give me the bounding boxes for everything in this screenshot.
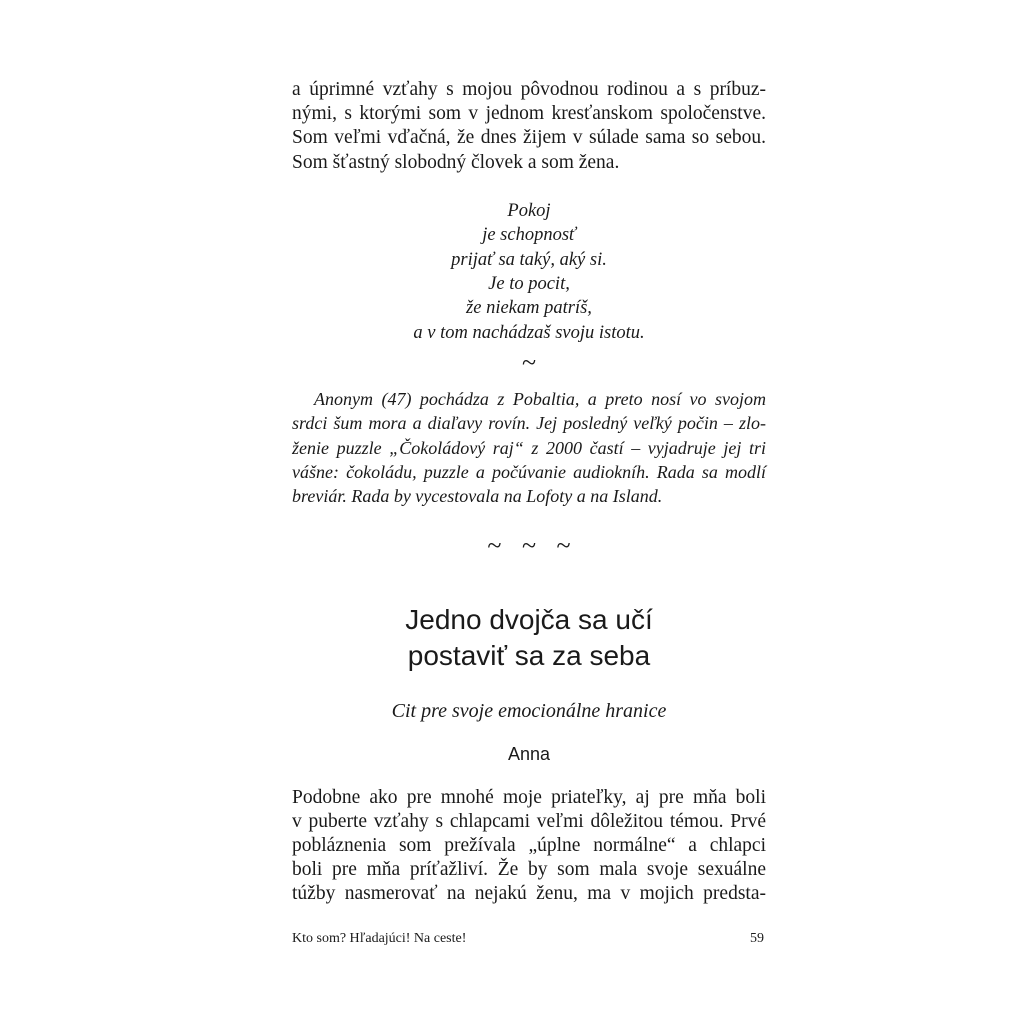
poem-line: Pokoj <box>507 200 551 221</box>
bio-line: Anonym (47) pochádza z Pobaltia, a preto nosí vo svojom <box>314 389 766 410</box>
chapter-subtitle: Cit pre svoje emocionálne hranice <box>391 699 667 722</box>
top-paragraph <box>292 78 766 175</box>
bio-line: breviár. Rada by vycestovala na Lofoty a na Island. <box>292 486 663 507</box>
paragraph-line: túžby nasmerovať na nejakú ženu, ma v mojich predsta- <box>292 883 766 905</box>
bio-line: srdci šum mora a diaľavy rovín. Jej posledný veľký počin – zlo- <box>292 413 766 434</box>
paragraph-line: a úprimné vzťahy s mojou pôvodnou rodinou a s príbuz- <box>292 79 766 100</box>
paragraph-line: boli pre mňa príťažliví. Že by som mala svoje sexuálne <box>292 859 766 881</box>
bottom-paragraph <box>292 786 766 907</box>
section-divider: ~ ~ ~ <box>487 531 571 561</box>
paragraph-line: Som veľmi vďačná, že dnes žijem v súlade sama so sebou. <box>292 127 766 149</box>
bio-line: ženie puzzle „Čokoládový raj“ z 2000 častí – vyjadruje jej tri <box>292 437 766 458</box>
page-body <box>292 78 766 907</box>
poem-line: je schopnosť <box>482 225 576 246</box>
tilde-ornament: ~ <box>521 348 537 378</box>
chapter-title-line: postaviť sa za seba <box>407 640 651 672</box>
paragraph-line: v puberte vzťahy s chlapcami veľmi dôležitou témou. Prvé <box>292 810 766 832</box>
poem-line: že niekam patríš, <box>466 298 592 319</box>
page-number: 59 <box>750 931 764 946</box>
author-bio <box>292 387 766 508</box>
paragraph-line: pobláznenia som prežívala „úplne normálne“ a chlapci <box>292 834 766 856</box>
running-title: Kto som? Hľadajúci! Na ceste! <box>292 931 467 946</box>
paragraph-line: Podobne ako pre mnohé moje priateľky, aj pre mňa boli <box>292 786 766 808</box>
poem-line: a v tom nachádzaš svoju istotu. <box>413 322 645 343</box>
poem-line: prijať sa taký, aký si. <box>451 249 607 270</box>
poem <box>292 199 766 345</box>
chapter-author: Anna <box>507 743 551 764</box>
chapter-title <box>292 602 766 674</box>
chapter-title-line: Jedno dvojča sa učí <box>405 604 653 636</box>
paragraph-line: nými, s ktorými som v jednom kresťanskom spoločenstve. <box>292 103 766 125</box>
bio-line: vášne: čokoládu, puzzle a počúvanie audiokníh. Rada sa modlí <box>292 461 766 482</box>
poem-line: Je to pocit, <box>488 274 570 295</box>
paragraph-line: Som šťastný slobodný človek a som žena. <box>292 151 620 173</box>
